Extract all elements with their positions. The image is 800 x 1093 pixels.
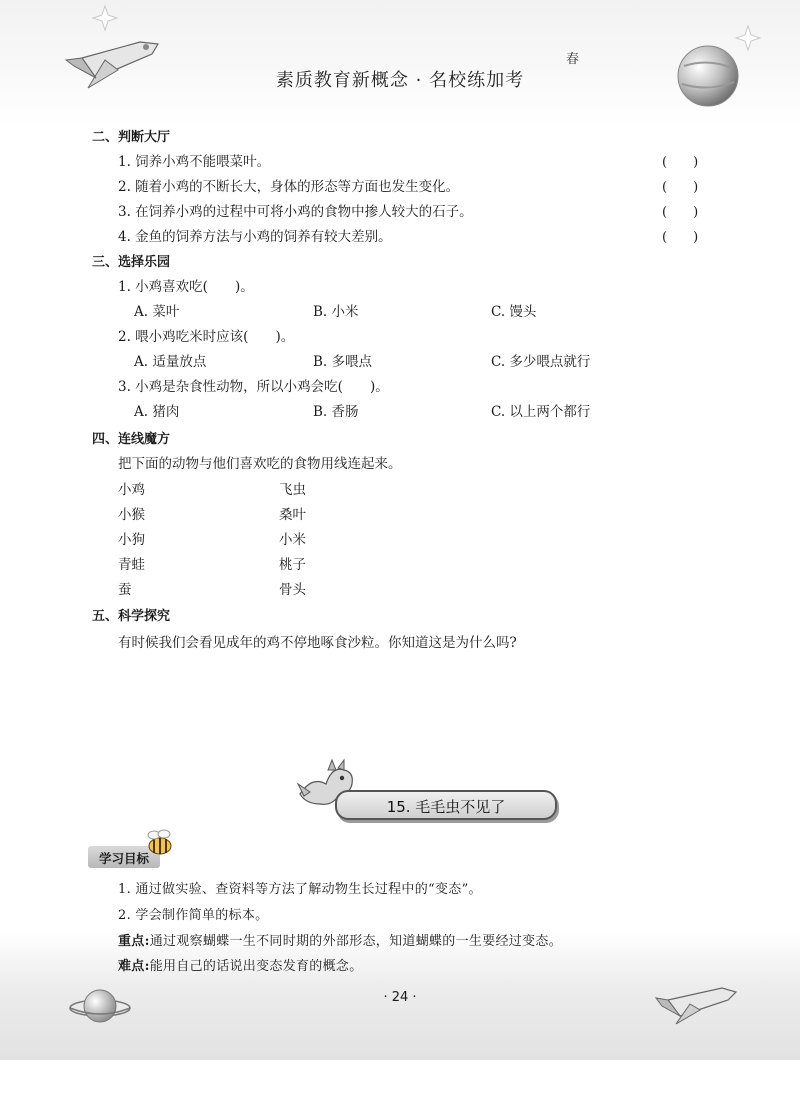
choice-option-c[interactable]: C. 多少喂点就行	[491, 354, 591, 370]
explore-question: 有时候我们会看见成年的鸡不停地啄食沙粒。你知道这是为什么吗?	[118, 635, 517, 651]
answer-blank[interactable]: ( )	[662, 155, 699, 170]
key-point-line	[118, 930, 562, 949]
series-title: 素质教育新概念 · 名校练加考	[275, 70, 525, 91]
section-title-explore: 五、科学探究	[92, 609, 171, 624]
difficulty-label: 难点:	[118, 959, 150, 974]
choice-option-a[interactable]: A. 菜叶	[134, 304, 180, 320]
choice-option-b[interactable]: B. 香肠	[313, 404, 359, 420]
sparkle-icon	[93, 6, 117, 30]
match-food[interactable]: 小米	[279, 532, 306, 548]
choice-option-c[interactable]: C. 馒头	[491, 304, 537, 320]
lesson-banner	[335, 790, 557, 820]
goal-tag-label: 学习目标	[98, 851, 149, 866]
bee-icon	[142, 826, 178, 860]
page-number: · 24 ·	[383, 990, 417, 1005]
match-food[interactable]: 骨头	[279, 582, 306, 598]
choice-option-b[interactable]: B. 小米	[313, 304, 359, 320]
difficulty-line	[118, 955, 363, 974]
key-point-text: 通过观察蝴蝶一生不同时期的外部形态，知道蝴蝶的一生要经过变态。	[149, 934, 563, 949]
sparkle-icon	[736, 26, 760, 50]
judge-item: 3. 在饲养小鸡的过程中可将小鸡的食物中掺人较大的石子。	[118, 204, 473, 220]
choice-option-a[interactable]: A. 猪肉	[134, 404, 180, 420]
match-food[interactable]: 桃子	[279, 557, 306, 573]
answer-blank[interactable]: ( )	[662, 180, 699, 195]
section-title-match: 四、连线魔方	[92, 432, 171, 447]
choice-question: 1. 小鸡喜欢吃( )。	[118, 279, 254, 295]
match-instruction: 把下面的动物与他们喜欢吃的食物用线连起来。	[118, 456, 402, 472]
match-animal[interactable]: 蚕	[118, 582, 132, 598]
section-title-judge: 二、判断大厅	[92, 130, 171, 145]
match-animal[interactable]: 小鸡	[118, 482, 145, 498]
judge-item: 2. 随着小鸡的不断长大，身体的形态等方面也发生变化。	[118, 179, 460, 195]
answer-blank[interactable]: ( )	[662, 205, 699, 220]
ringed-planet-icon	[70, 990, 130, 1022]
choice-question: 3. 小鸡是杂食性动物，所以小鸡会吃( )。	[118, 379, 389, 395]
choice-option-b[interactable]: B. 多喂点	[313, 354, 373, 370]
footer-decoration	[0, 980, 800, 1040]
choice-question: 2. 喂小鸡吃米时应该( )。	[118, 329, 295, 345]
choice-option-a[interactable]: A. 适量放点	[134, 354, 207, 370]
space-shuttle-icon	[656, 988, 736, 1024]
season-label: 春	[566, 52, 580, 67]
choice-option-c[interactable]: C. 以上两个都行	[491, 404, 591, 420]
match-animal[interactable]: 小狗	[118, 532, 145, 548]
match-animal[interactable]: 小猴	[118, 507, 145, 523]
match-animal[interactable]: 青蛙	[118, 557, 145, 573]
lesson-title: 15. 毛毛虫不见了	[386, 798, 506, 816]
difficulty-text: 能用自己的话说出变态发育的概念。	[149, 959, 363, 974]
judge-item: 4. 金鱼的饲养方法与小鸡的饲养有较大差别。	[118, 229, 392, 245]
judge-item: 1. 饲养小鸡不能喂菜叶。	[118, 154, 271, 170]
header-decoration	[0, 0, 800, 125]
section-title-choice: 三、选择乐园	[92, 255, 171, 270]
match-food[interactable]: 飞虫	[279, 482, 306, 498]
answer-blank[interactable]: ( )	[662, 230, 699, 245]
key-point-label: 重点:	[118, 934, 150, 949]
match-food[interactable]: 桑叶	[279, 507, 306, 523]
goal-item: 1. 通过做实验、查资料等方法了解动物生长过程中的“变态”。	[118, 882, 482, 897]
goal-item: 2. 学会制作简单的标本。	[118, 908, 269, 923]
